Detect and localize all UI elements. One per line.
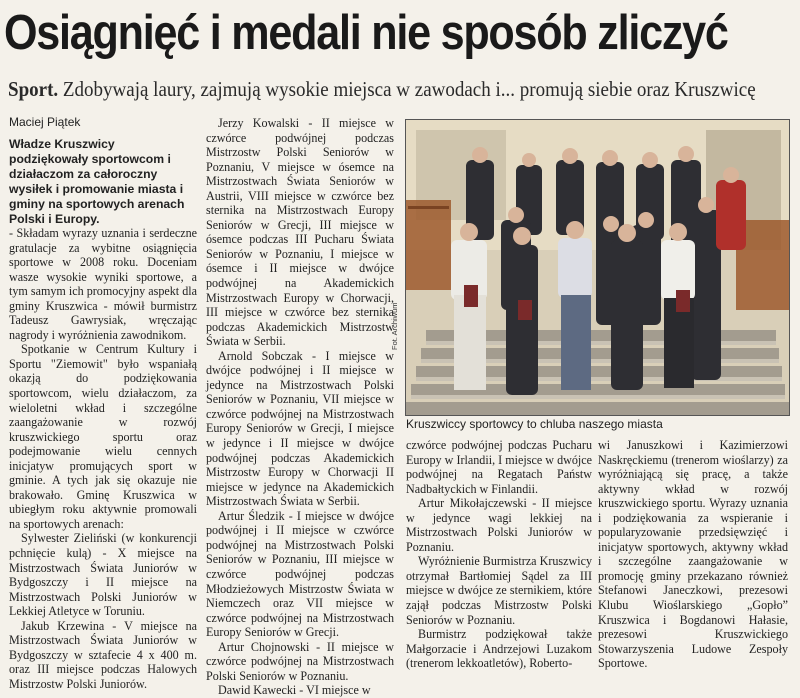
group-photo: [405, 119, 790, 416]
author-byline: Maciej Piątek: [9, 115, 81, 129]
paragraph: Wyróżnienie Burmistrza Kruszwicy otrzymał Bartłomiej Sądel za III miejsce w dwójce ze sternikiem, które zajął podczas Mistrzostw Polski Seniorów w Poznaniu.: [406, 554, 592, 627]
article-column-1: [9, 226, 197, 692]
paragraph: Jerzy Kowalski - II miejsce w czwórce podwójnej podczas Mistrzostw Polski Seniorów w Poznaniu, V miejsce w ósemce na Mistrzostwach Świata Seniorów w Austrii, VIII miejsce w czwórce bez sternika na Mistrzostwach Europy Seniorów w Grecji, III miejsce w ósemce podczas III Pucharu Świata Seniorów w Poznaniu, I miejsce w ósemce i II miejsce w dwójce podwójnej na Akademickich Mistrzostwach Europy w Chorwacji, III miejsce w czwórce bez sternika podczas Akademickich Mistrzostw Świata w Serbii.: [206, 116, 394, 349]
paragraph: Spotkanie w Centrum Kultury i Sportu "Ziemowit" było wspaniałą okazją do podziękowania sportowcom, wielu działaczom, za wieloletni wkład i szczególne zaangażowanie w rozwój kruszwickiego sportu oraz podejmowanie wielu cennych inicjatyw promujących sport w gminie. A tych jak się okazuje nie brakowało. Gminę Kruszwica w ubiegłym roku aktywnie promowali na sportowych arenach:: [9, 342, 197, 531]
photo-caption: Kruszwiccy sportowcy to chluba naszego miasta: [406, 417, 663, 431]
paragraph: Artur Śledzik - I miejsce w dwójce podwójnej i II miejsce w czwórce podwójnej na Mistrzostwach Polski Seniorów w Poznaniu, III miejsce w czwórce podwójnej podczas Młodzieżowych Mistrzostw Świata w Niemczech oraz VII miejsce w czwórce podwójnej na Mistrzostwach Europy Seniorów w Grecji.: [206, 508, 394, 640]
paragraph: Dawid Kawecki - VI miejsce w: [218, 683, 371, 698]
paragraph: - Składam wyrazy uznania i serdeczne gratulacje za wybitne osiągnięcia sportowe w 2008 roku. Doceniam wasze wysokie wyniki sportowe, a tym samym ich promocyjny aspekt dla gminy Kruszwica - mówił burmistrz Tadeusz Gawrysiak, wręczając nagrody i wyróżnienia zawodnikom.: [9, 226, 197, 342]
paragraph: czwórce podwójnej podczas Pucharu Europy w Irlandii, I miejsce w dwójce podwójnej na Regatach Państw Nadbałtyckich w Finlandii.: [406, 438, 592, 496]
paragraph: Arnold Sobczak - I miejsce w dwójce podwójnej i II miejsce w jedynce na Mistrzostwach Polski Seniorów w Poznaniu, VII miejsce w czwórce podwójnej na Mistrzostwach Europy Seniorów w Grecji, I miejsce w jedynce i II miejsce w dwójce podwójnej podczas Akademickich Mistrzostw Europy w Chorwacji II miejsce w jedynce na Akademickich Mistrzostwach Świata w Serbii.: [206, 348, 394, 509]
kicker: Sport.: [8, 77, 59, 101]
article-column-3: [406, 438, 592, 671]
paragraph: wi Januszkowi i Kazimierzowi Naskręckiemu (trenerom wioślarzy) za wyróżniającą się pracę, a także aktywny wkład w rozwój kruszwickiego sportu. Wyrazy uznania i podziękowania za wspieranie i popularyzowanie przedsięwzięć i inicjatyw sportowych, aktywny wkład i szczególne zaangażowanie w promocję gminy przekazano również Stefanowi Janeczkowi, prezesowi Klubu Wioślarskiego „Gopło” Kruszwica i Bogdanowi Hałasie, prezesowi Kruszwickiego Stowarzyszenia Ludowe Zespoły Sportowe.: [598, 438, 788, 671]
paragraph: Artur Chojnowski - II miejsce w czwórce podwójnej na Mistrzostwach Polski Seniorów w Poznaniu.: [206, 639, 394, 683]
paragraph: Sylwester Zieliński (w konkurencji pchnięcie kulą) - X miejsce na Mistrzostwach Świata Juniorów w Bydgoszczy i II miejsce na Mistrzostwach Polski Juniorów w Lekkiej Atletyce w Toruniu.: [9, 531, 197, 619]
article-column-4: [598, 438, 788, 671]
headline: Osiągnięć i medali nie sposób zliczyć: [4, 6, 728, 60]
article-column-2: [206, 116, 394, 698]
paragraph: Jakub Krzewina - V miejsce na Mistrzostwach Świata Juniorów w Bydgoszczy w sztafecie 4 x 400 m. oraz III miejsce podczas Halowych Mistrzostw Polski Juniorów.: [9, 618, 197, 691]
paragraph: Artur Mikołajczewski - II miejsce w jedynce wagi lekkiej na Mistrzostwach Polski Juniorów w Poznaniu.: [406, 496, 592, 554]
photo-credit: Fot. Archiwum: [390, 302, 399, 350]
paragraph: Burmistrz podziękował także Małgorzacie i Andrzejowi Luzakom (trenerom lekkoatletów), Roberto-: [406, 627, 592, 671]
group-photo-illustration: [406, 120, 789, 415]
subheadline: [8, 76, 756, 102]
lead-paragraph: Władze Kruszwicy podziękowały sportowcom i działaczom za całoroczny wysiłek i promowanie miasta i gminy na sportowych arenach Polski i Europy.: [9, 137, 185, 226]
subheadline-text: Zdobywają laury, zajmują wysokie miejsca w zawodach i... promują siebie oraz Kruszwicę: [62, 77, 756, 101]
